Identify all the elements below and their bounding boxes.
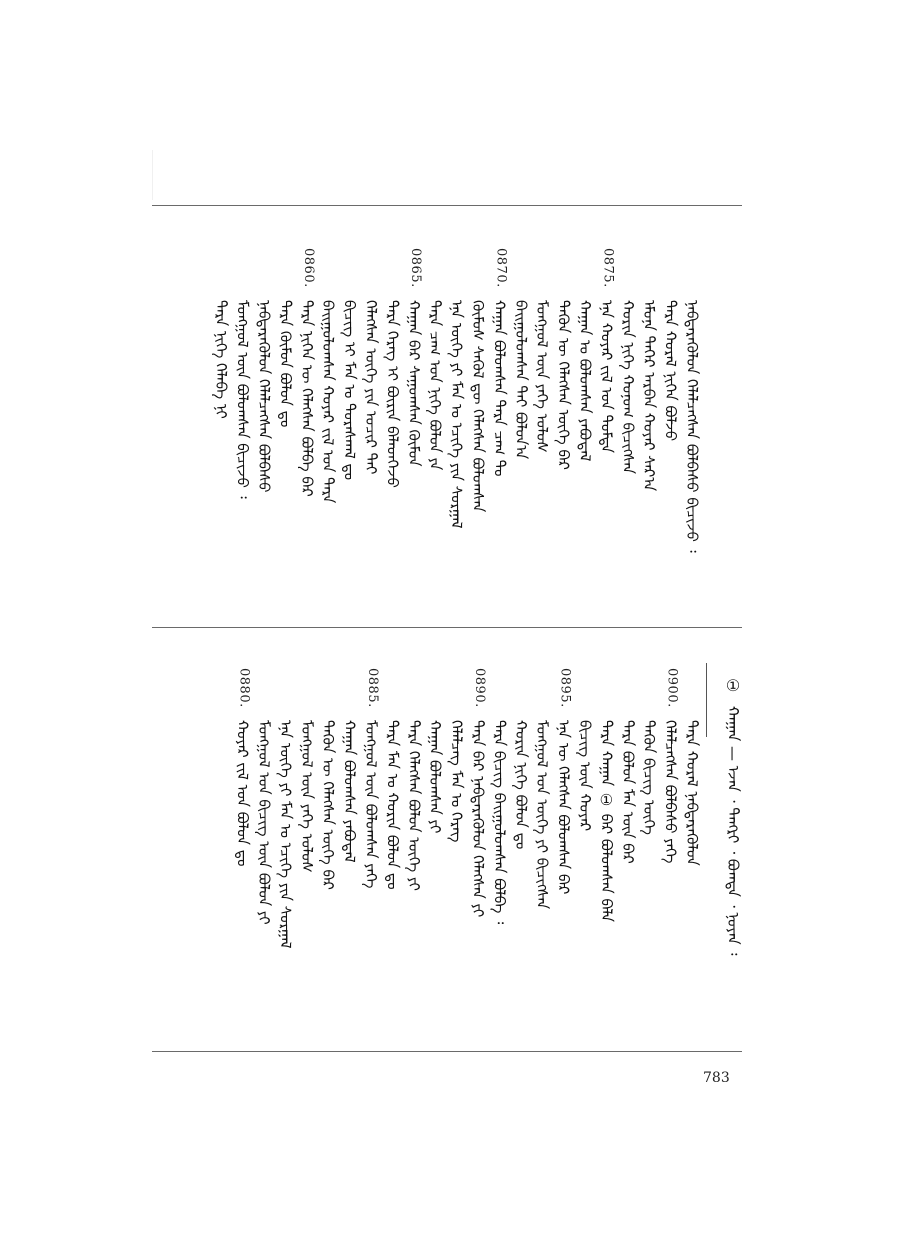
column-text: ᠲᠡᠷᠡ ᠬᠡᠷᠡᠭ ᠢ ᠪᠦᠷᠢᠨ ᠪᠡᠯᠡᠳᠬᠡᠵᠦ: [383, 300, 402, 488]
line-number: 0870.: [493, 248, 509, 288]
column-text: ᠬᠡᠯᠡᠭᠰᠡᠨ ᠦᠭᠡ ᠶᠢᠨ ᠤᠴᠢᠷ ᠲᠠᠢ: [362, 300, 380, 475]
column-text: ᠲᠡᠷᠡ ᠬᠦᠮᠦᠨ ᠪᠣᠯᠤᠨ ᠳᠤ: [276, 300, 295, 428]
column-text: ᠮᠣᠩᠭᠣᠯ ᠦᠨ ᠪᠣᠯᠤᠭᠰᠠᠨ ᠶᠡᠬᠡ: [362, 720, 380, 889]
column-text: ᠡᠮᠦᠨᠡ ᠳᠡᠭᠡᠷ ᠠᠷᠪᠠᠨ ᠬᠣᠶᠠᠷ ᠰᠠᠷ᠎ᠠ: [640, 300, 659, 492]
middle-rule: [152, 627, 742, 628]
page-number: 783: [703, 1070, 730, 1086]
scan-artifact: [152, 150, 153, 200]
column-text: ᠲᠡᠷᠡ ᠴᠠᠭ ᠤᠨ ᠨᠢᠭᠡ ᠪᠣᠯᠤᠨ ᠶᠠ: [426, 300, 445, 471]
column-text: ᠬᠠᠭᠠᠨ ᠪᠣᠯᠤᠭᠰᠠᠨ ᠲᠡᠷᠡ ᠴᠠᠭ ᠲᠤ: [490, 300, 509, 477]
footnote-text: ᠬᠠᠭᠠᠨ — ᠡᠵᠡᠨ ᠂ ᠲᠡᠩᠷᠢ ᠂ ᠪᠣᠭᠳᠠ ᠂ ᠨᠣᠶᠠᠨ ᠄: [724, 706, 742, 956]
column-text: ᠲᠡᠭᠦᠨ ᠦ ᠬᠡᠯᠡᠭᠰᠡᠨ ᠦᠭᠡ ᠪᠡᠷ: [554, 300, 573, 470]
column-text: ᠬᠣᠷᠢᠨ ᠨᠢᠭᠡ ᠪᠣᠯᠤᠨ ᠳᠤ: [511, 720, 530, 850]
column-text: ᠲᠡᠷᠡ ᠪᠢᠴᠢᠭ ᠪᠠᠢᠭᠤᠯᠤᠭᠰᠠᠨ ᠪᠣᠯᠪᠠ ᠄: [490, 720, 509, 925]
column-text: ᠬᠠᠭᠠᠨ ᠤ ᠪᠣᠯᠤᠭᠰᠠᠨ ᠶᠠᠪᠤᠳᠠᠯ: [576, 300, 594, 462]
column-text: ᠬᠦᠮᠦᠰ ᠰᠡᠭᠦᠯ ᠳᠦ ᠬᠡᠯᠡᠭᠰᠡᠨ ᠪᠣᠯᠤᠭᠰᠠᠨ: [469, 300, 487, 513]
column-text: ᠮᠣᠩᠭᠣᠯ ᠤᠨ ᠪᠢᠴᠢᠭ ᠦᠨ ᠪᠣᠯᠤᠨ ᠶᠢ: [255, 720, 273, 925]
column-text: ᠲᠡᠷᠡ ᠬᠤᠷᠠᠯ ᠨᠡᠪᠲᠡᠷᠡᠭᠦᠯᠦᠨ: [683, 720, 701, 866]
line-number: 0875.: [600, 248, 616, 288]
column-text: ᠬᠣᠶᠠᠷ ᠵᠢᠯ ᠤᠨ ᠪᠣᠯᠤᠨ ᠳᠤ: [233, 720, 252, 867]
line-number: 0860.: [300, 248, 316, 288]
bottom-rule: [152, 1051, 742, 1052]
column-text: ᠲᠡᠷᠡ ᠨᠢᠭᠡ ᠬᠡᠯᠡᠪᠡ ᠨᠢ: [212, 300, 231, 419]
column-text: ᠨᠡᠪᠲᠡᠷᠡᠭᠦᠯᠦᠨ ᠬᠡᠯᠡᠯᠴᠡᠭᠰᠡᠨ ᠪᠣᠯᠪᠠᠰᠤ: [255, 300, 273, 493]
column-text: ᠲᠡᠷᠡ ᠬᠡᠯᠡᠭᠰᠡᠨ ᠪᠣᠯᠤᠨ ᠦᠭᠡ ᠶᠢ: [404, 720, 423, 891]
line-number: 0890.: [472, 668, 487, 708]
column-text: ᠲᠡᠷᠡ ᠬᠤᠷᠠᠯ ᠨᠢᠭᠡᠨ ᠪᠣᠯᠵᠤ: [661, 300, 680, 442]
column-text: ᠨᠡᠪᠲᠡᠷᠡᠭᠦᠯᠦᠨ ᠬᠡᠯᠡᠯᠴᠡᠭᠰᠡᠨ ᠪᠣᠯᠪᠠᠰᠤ ᠪᠢᠴᠢᠵᠦ ᠄: [683, 300, 701, 553]
line-number: 0900.: [664, 668, 680, 708]
column-text: ᠮᠣᠩᠭᠣᠯ ᠤᠨ ᠦᠭᠡ ᠶᠢ ᠪᠢᠴᠢᠭᠰᠡᠨ: [533, 720, 552, 910]
top-rule: [152, 205, 742, 206]
column-text: ᠬᠣᠷᠢᠨ ᠨᠢᠭᠡ ᠬᠣᠨᠤᠭ ᠪᠢᠴᠢᠭᠰᠡᠨ: [618, 300, 637, 475]
column-text: ᠪᠢᠴᠢᠭ ᠦᠨ ᠬᠣᠶᠠᠷ: [576, 720, 594, 832]
column-text: ᠮᠣᠩᠭᠣᠯ ᠦᠨ ᠶᠡᠬᠡ ᠤᠯᠤᠰ: [533, 300, 552, 453]
column-text: ᠲᠡᠷᠡ ᠪᠣᠯᠤᠨ ᠮᠠᠨ ᠦᠨ ᠪᠡᠷ: [618, 720, 637, 864]
column-text: ᠪᠢᠴᠢᠭ ᠢ ᠮᠠᠨ ᠤ ᠳᠤᠷᠠᠰᠬᠠᠯ ᠳᠤ: [340, 300, 359, 481]
column-text: ᠲᠡᠷᠡ ᠮᠠᠨ ᠤ ᠬᠣᠷᠢᠨ ᠪᠣᠯᠤᠨ ᠳᠤ: [383, 720, 402, 890]
line-number: 0865.: [407, 248, 423, 288]
line-number: 0895.: [557, 668, 573, 708]
line-number: 0885.: [365, 668, 380, 708]
column-text: ᠡᠨᠡ ᠬᠣᠶᠠᠷ ᠵᠢᠯ ᠤᠨ ᠳᠤᠮᠳᠠ: [597, 300, 616, 454]
column-text: ᠬᠠᠭᠠᠨ ᠪᠡᠷ ᠰᠠᠭᠤᠭᠰᠠᠨ ᠬᠦᠮᠦᠨ: [404, 300, 423, 467]
column-text: ᠲᠡᠷᠡ ᠬᠠᠭᠠᠨ ① ᠪᠡᠷ ᠪᠣᠯᠤᠭᠰᠠᠨ ᠪᠡᠯᠡ: [597, 720, 616, 923]
column-text: ᠬᠡᠯᠡᠯᠴᠡᠭᠰᠡᠨ ᠪᠣᠯᠪᠠᠰᠤ ᠶᠡᠬᠡ: [661, 720, 680, 864]
line-number: 0880.: [236, 668, 252, 708]
column-text: ᠪᠠᠢᠭᠤᠯᠤᠭᠰᠠᠨ ᠬᠣᠶᠠᠷ ᠵᠢᠯ ᠤᠨ ᠲᠡᠷᠡ: [319, 300, 338, 504]
column-text: ᠬᠡᠯᠡᠯᠴᠡᠭ ᠮᠠᠨ ᠤ ᠬᠡᠷᠡᠭ: [447, 720, 466, 843]
column-text: ᠪᠠᠢᠭᠤᠯᠤᠭᠰᠠᠨ ᠲᠠᠢ ᠪᠣᠯᠤᠨ᠎ᠠ: [511, 300, 530, 460]
column-text: ᠡᠨᠡ ᠦᠭᠡ ᠶᠢ ᠮᠠᠨ ᠤ ᠡᠴᠢᠭᠡ ᠶᠢᠨ ᠰᠤᠷᠭᠠᠯ: [447, 300, 466, 529]
column-text: ᠲᠡᠷᠡ ᠨᠢᠭᠡᠨ ᠦ ᠬᠡᠯᠡᠭᠰᠡᠨ ᠪᠣᠯᠪᠠ ᠪᠡᠷ: [297, 300, 316, 497]
column-text: ᠲᠡᠷᠡ ᠪᠡᠷ ᠨᠡᠪᠲᠡᠷᠡᠭᠦᠯᠦᠨ ᠬᠡᠯᠡᠭᠰᠡᠨ ᠶᠢ: [469, 720, 487, 918]
column-text: ᠬᠠᠭᠠᠨ ᠪᠣᠯᠤᠭᠰᠠᠨ ᠶᠠᠪᠤᠳᠠᠯ: [340, 720, 359, 863]
column-text: ᠡᠨᠡ ᠦᠭᠡ ᠶᠢ ᠮᠠᠨ ᠤ ᠡᠴᠢᠭᠡ ᠶᠢᠨ ᠰᠤᠷᠭᠠᠯ: [276, 720, 295, 949]
column-text: ᠲᠡᠭᠦᠨ ᠪᠢᠴᠢᠭ ᠦᠭᠡ: [640, 720, 659, 835]
footnote-marker: ①: [725, 676, 741, 695]
footnote-rule: [706, 663, 707, 737]
column-text: ᠡᠨᠡ ᠦ ᠬᠡᠯᠡᠭᠰᠡᠨ ᠪᠣᠯᠤᠭᠰᠠᠨ ᠪᠡᠷ: [554, 720, 573, 895]
column-text: ᠮᠣᠩᠭᠣᠯ ᠦᠨ ᠶᠡᠬᠡ ᠤᠯᠤᠰ: [297, 720, 316, 873]
column-text: ᠲᠡᠭᠦᠨ ᠦ ᠬᠡᠯᠡᠭᠰᠡᠨ ᠦᠭᠡ ᠪᠡᠷ: [319, 720, 338, 890]
column-text: ᠬᠠᠭᠠᠨ ᠪᠣᠯᠤᠭᠰᠠᠨ ᠶᠢ: [426, 720, 445, 834]
column-text: ᠮᠣᠩᠭᠣᠯ ᠦᠨ ᠪᠣᠯᠤᠭᠰᠠᠨ ᠪᠢᠴᠢᠵᠦ ᠄: [233, 300, 252, 499]
